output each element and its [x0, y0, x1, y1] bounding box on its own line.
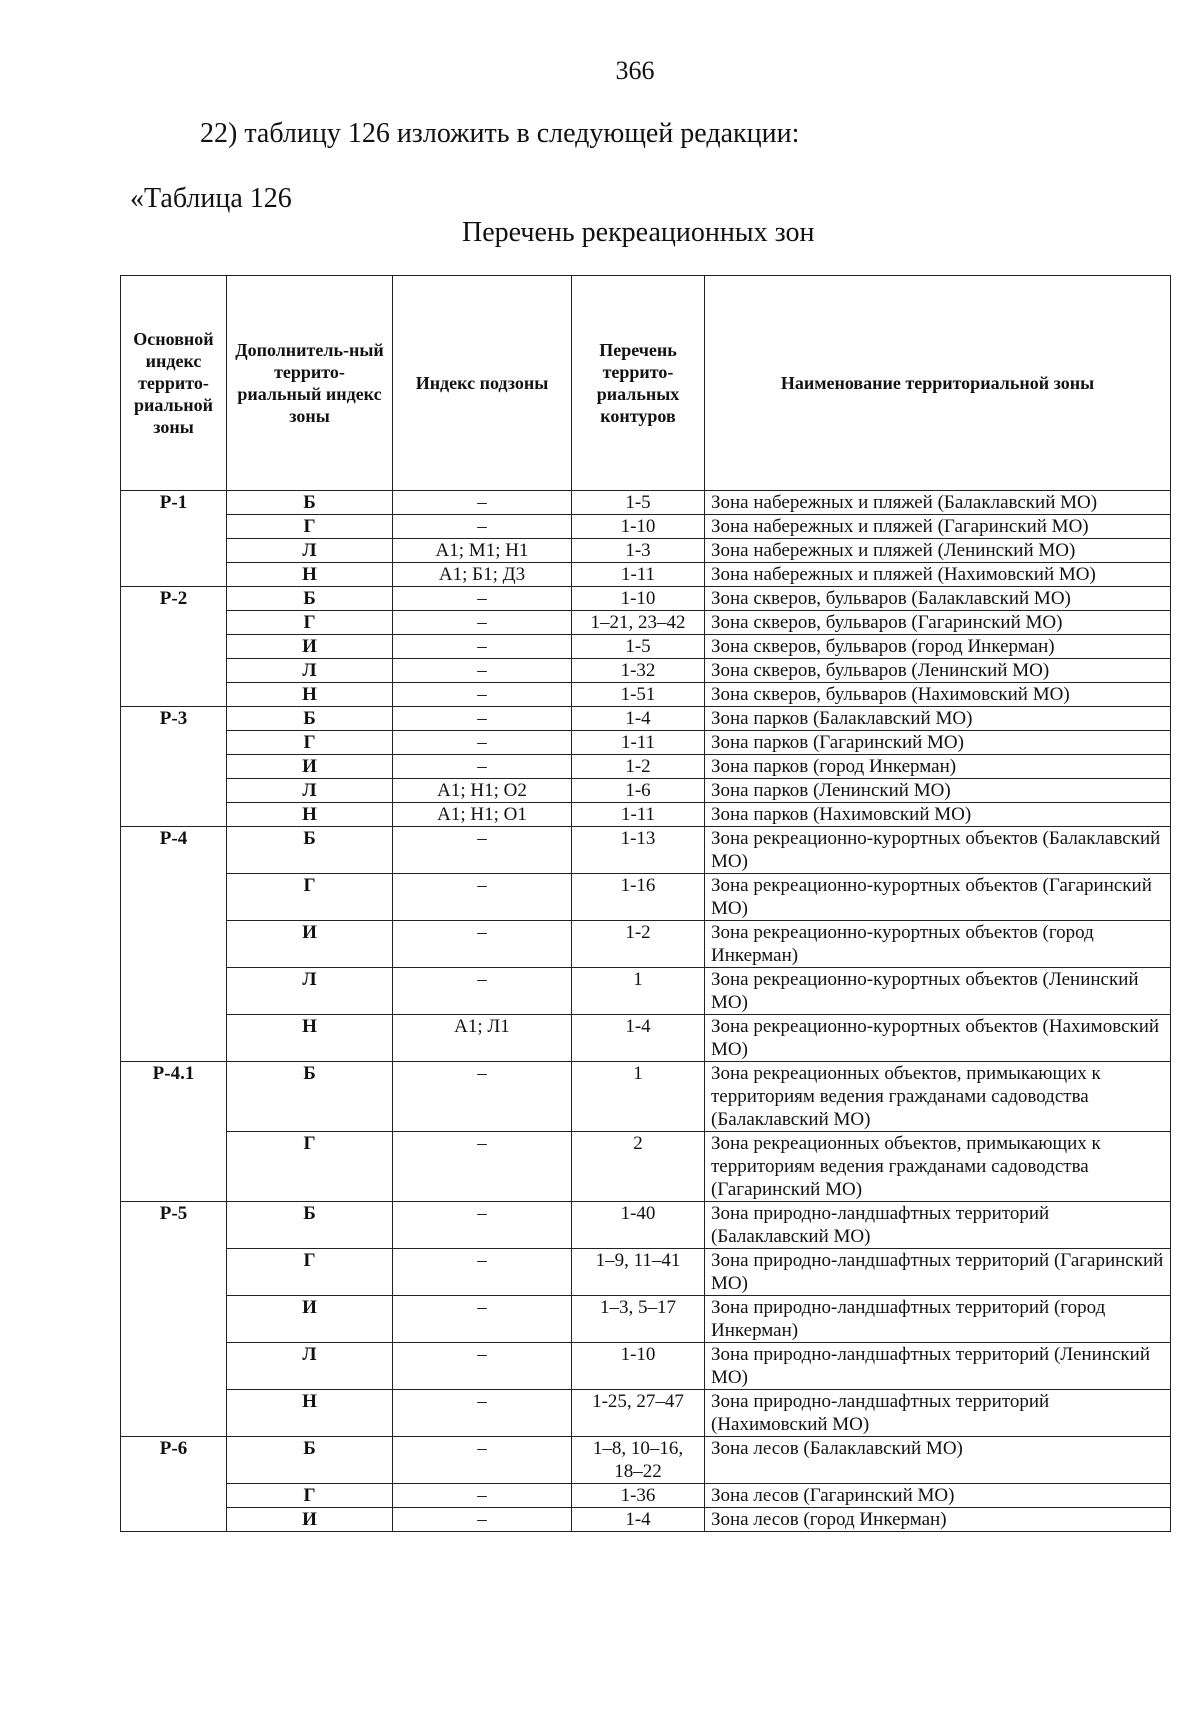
table-row — [121, 659, 1171, 683]
table-row — [121, 779, 1171, 803]
table-row — [121, 611, 1171, 635]
zone-name-cell: Зона лесов (Балаклавский МО) — [705, 1437, 1171, 1484]
additional-index-cell: Б — [227, 1202, 393, 1249]
contours-cell: 1-3 — [572, 539, 705, 563]
zone-name-cell: Зона рекреационно-курортных объектов (Нахимовский МО) — [705, 1015, 1171, 1062]
main-index-cell: Р-2 — [121, 587, 227, 707]
main-index-cell: Р-4.1 — [121, 1062, 227, 1202]
additional-index-cell: Л — [227, 659, 393, 683]
zone-name-cell: Зона рекреационных объектов, примыкающих к территориям ведения гражданами садоводства (Гагаринский МО) — [705, 1132, 1171, 1202]
table-row — [121, 1249, 1171, 1296]
contours-cell: 1-2 — [572, 755, 705, 779]
zone-name-cell: Зона парков (Нахимовский МО) — [705, 803, 1171, 827]
additional-index-cell: Г — [227, 611, 393, 635]
table-row — [121, 539, 1171, 563]
additional-index-cell: Г — [227, 1132, 393, 1202]
contours-cell: 1-4 — [572, 1508, 705, 1532]
additional-index-cell: Н — [227, 683, 393, 707]
contours-cell: 1-40 — [572, 1202, 705, 1249]
table-label: «Таблица 126 — [130, 183, 292, 214]
subzone-index-cell: – — [393, 827, 572, 874]
subzone-index-cell: – — [393, 1484, 572, 1508]
contours-cell: 1-5 — [572, 491, 705, 515]
contours-cell: 1-32 — [572, 659, 705, 683]
main-index-cell: Р-4 — [121, 827, 227, 1062]
additional-index-cell: Н — [227, 1015, 393, 1062]
table-row — [121, 563, 1171, 587]
subzone-index-cell: – — [393, 1249, 572, 1296]
zone-name-cell: Зона набережных и пляжей (Ленинский МО) — [705, 539, 1171, 563]
additional-index-cell: Г — [227, 1249, 393, 1296]
contours-cell: 2 — [572, 1132, 705, 1202]
table-row — [121, 1062, 1171, 1132]
zone-name-cell: Зона рекреационно-курортных объектов (Балаклавский МО) — [705, 827, 1171, 874]
zone-name-cell: Зона набережных и пляжей (Гагаринский МО) — [705, 515, 1171, 539]
additional-index-cell: Л — [227, 539, 393, 563]
additional-index-cell: Б — [227, 827, 393, 874]
table-row — [121, 1296, 1171, 1343]
additional-index-cell: Л — [227, 779, 393, 803]
zone-name-cell: Зона скверов, бульваров (Нахимовский МО) — [705, 683, 1171, 707]
subzone-index-cell: А1; Н1; О1 — [393, 803, 572, 827]
additional-index-cell: Б — [227, 707, 393, 731]
table-row — [121, 874, 1171, 921]
subzone-index-cell: – — [393, 1296, 572, 1343]
main-index-cell: Р-1 — [121, 491, 227, 587]
table-row — [121, 968, 1171, 1015]
zone-name-cell: Зона природно-ландшафтных территорий (город Инкерман) — [705, 1296, 1171, 1343]
header-additional-index: Дополнитель-ный террито-риальный индекс зоны — [227, 276, 393, 491]
contours-cell: 1–3, 5–17 — [572, 1296, 705, 1343]
additional-index-cell: Б — [227, 1062, 393, 1132]
contours-cell: 1-4 — [572, 1015, 705, 1062]
additional-index-cell: Н — [227, 1390, 393, 1437]
subzone-index-cell: – — [393, 707, 572, 731]
additional-index-cell: Н — [227, 563, 393, 587]
main-index-cell: Р-5 — [121, 1202, 227, 1437]
contours-cell: 1-5 — [572, 635, 705, 659]
additional-index-cell: Б — [227, 587, 393, 611]
table-row — [121, 755, 1171, 779]
table-header — [121, 276, 1171, 491]
contours-cell: 1–9, 11–41 — [572, 1249, 705, 1296]
page-number: 366 — [615, 56, 655, 85]
zone-name-cell: Зона рекреационно-курортных объектов (Ленинский МО) — [705, 968, 1171, 1015]
zone-name-cell: Зона скверов, бульваров (Балаклавский МО) — [705, 587, 1171, 611]
subzone-index-cell: – — [393, 874, 572, 921]
contours-cell: 1-51 — [572, 683, 705, 707]
table-row — [121, 827, 1171, 874]
additional-index-cell: Г — [227, 731, 393, 755]
additional-index-cell: Л — [227, 1343, 393, 1390]
table-row — [121, 803, 1171, 827]
zone-name-cell: Зона рекреационно-курортных объектов (Гагаринский МО) — [705, 874, 1171, 921]
subzone-index-cell: – — [393, 1202, 572, 1249]
table-row — [121, 635, 1171, 659]
subzone-index-cell: – — [393, 755, 572, 779]
header-row — [121, 276, 1171, 491]
additional-index-cell: Л — [227, 968, 393, 1015]
contours-cell: 1-6 — [572, 779, 705, 803]
subzone-index-cell: – — [393, 1508, 572, 1532]
table-row — [121, 1015, 1171, 1062]
table-row — [121, 707, 1171, 731]
additional-index-cell: Б — [227, 491, 393, 515]
subzone-index-cell: – — [393, 921, 572, 968]
contours-cell: 1-11 — [572, 731, 705, 755]
zone-name-cell: Зона лесов (город Инкерман) — [705, 1508, 1171, 1532]
table-row — [121, 921, 1171, 968]
header-subzone-index: Индекс подзоны — [393, 276, 572, 491]
contours-cell: 1-13 — [572, 827, 705, 874]
zone-name-cell: Зона рекреационно-курортных объектов (город Инкерман) — [705, 921, 1171, 968]
zone-name-cell: Зона парков (Балаклавский МО) — [705, 707, 1171, 731]
table-row — [121, 1132, 1171, 1202]
table-row — [121, 1343, 1171, 1390]
recreation-zones-table — [120, 275, 1171, 1532]
zone-name-cell: Зона скверов, бульваров (Гагаринский МО) — [705, 611, 1171, 635]
subzone-index-cell: А1; Л1 — [393, 1015, 572, 1062]
additional-index-cell: Б — [227, 1437, 393, 1484]
contours-cell: 1-16 — [572, 874, 705, 921]
table-title: Перечень рекреационных зон — [462, 217, 815, 248]
zone-name-cell: Зона рекреационных объектов, примыкающих к территориям ведения гражданами садоводства (Балаклавский МО) — [705, 1062, 1171, 1132]
zone-name-cell: Зона скверов, бульваров (Ленинский МО) — [705, 659, 1171, 683]
zone-name-cell: Зона набережных и пляжей (Нахимовский МО) — [705, 563, 1171, 587]
zone-name-cell: Зона природно-ландшафтных территорий (Гагаринский МО) — [705, 1249, 1171, 1296]
table-row — [121, 683, 1171, 707]
table-row — [121, 731, 1171, 755]
table-row — [121, 1390, 1171, 1437]
subzone-index-cell: – — [393, 1390, 572, 1437]
additional-index-cell: И — [227, 635, 393, 659]
main-index-cell: Р-6 — [121, 1437, 227, 1532]
subzone-index-cell: – — [393, 1132, 572, 1202]
table-row — [121, 515, 1171, 539]
main-index-cell: Р-3 — [121, 707, 227, 827]
table-body — [121, 491, 1171, 1532]
additional-index-cell: И — [227, 1296, 393, 1343]
contours-cell: 1-2 — [572, 921, 705, 968]
header-zone-name: Наименование территориальной зоны — [705, 276, 1171, 491]
zone-name-cell: Зона парков (Гагаринский МО) — [705, 731, 1171, 755]
contours-cell: 1-11 — [572, 563, 705, 587]
zone-name-cell: Зона набережных и пляжей (Балаклавский МО) — [705, 491, 1171, 515]
subzone-index-cell: – — [393, 968, 572, 1015]
table-row — [121, 1508, 1171, 1532]
subzone-index-cell: – — [393, 683, 572, 707]
contours-cell: 1-10 — [572, 1343, 705, 1390]
additional-index-cell: И — [227, 1508, 393, 1532]
contours-cell: 1-4 — [572, 707, 705, 731]
zone-name-cell: Зона природно-ландшафтных территорий (Балаклавский МО) — [705, 1202, 1171, 1249]
subzone-index-cell: – — [393, 1343, 572, 1390]
table-row — [121, 1484, 1171, 1508]
subzone-index-cell: – — [393, 1437, 572, 1484]
subzone-index-cell: А1; Н1; О2 — [393, 779, 572, 803]
subzone-index-cell: – — [393, 491, 572, 515]
zone-name-cell: Зона лесов (Гагаринский МО) — [705, 1484, 1171, 1508]
table-row — [121, 587, 1171, 611]
instruction-text: 22) таблицу 126 изложить в следующей редакции: — [200, 118, 800, 149]
contours-cell: 1-36 — [572, 1484, 705, 1508]
contours-cell: 1-25, 27–47 — [572, 1390, 705, 1437]
zone-name-cell: Зона природно-ландшафтных территорий (Нахимовский МО) — [705, 1390, 1171, 1437]
contours-cell: 1-10 — [572, 515, 705, 539]
subzone-index-cell: – — [393, 659, 572, 683]
subzone-index-cell: – — [393, 731, 572, 755]
contours-cell: 1 — [572, 1062, 705, 1132]
additional-index-cell: Н — [227, 803, 393, 827]
additional-index-cell: И — [227, 921, 393, 968]
subzone-index-cell: – — [393, 515, 572, 539]
additional-index-cell: Г — [227, 515, 393, 539]
contours-cell: 1 — [572, 968, 705, 1015]
subzone-index-cell: А1; Б1; Д3 — [393, 563, 572, 587]
subzone-index-cell: – — [393, 611, 572, 635]
header-contours: Перечень террито-риальных контуров — [572, 276, 705, 491]
contours-cell: 1-11 — [572, 803, 705, 827]
subzone-index-cell: А1; М1; Н1 — [393, 539, 572, 563]
table-row — [121, 1202, 1171, 1249]
zone-name-cell: Зона парков (Ленинский МО) — [705, 779, 1171, 803]
contours-cell: 1-10 — [572, 587, 705, 611]
additional-index-cell: И — [227, 755, 393, 779]
table-row — [121, 491, 1171, 515]
additional-index-cell: Г — [227, 1484, 393, 1508]
zone-name-cell: Зона скверов, бульваров (город Инкерман) — [705, 635, 1171, 659]
zone-name-cell: Зона природно-ландшафтных территорий (Ленинский МО) — [705, 1343, 1171, 1390]
additional-index-cell: Г — [227, 874, 393, 921]
subzone-index-cell: – — [393, 635, 572, 659]
subzone-index-cell: – — [393, 1062, 572, 1132]
table-row — [121, 1437, 1171, 1484]
zone-name-cell: Зона парков (город Инкерман) — [705, 755, 1171, 779]
contours-cell: 1–21, 23–42 — [572, 611, 705, 635]
subzone-index-cell: – — [393, 587, 572, 611]
contours-cell: 1–8, 10–16, 18–22 — [572, 1437, 705, 1484]
header-main-index: Основной индекс террито-риальной зоны — [121, 276, 227, 491]
